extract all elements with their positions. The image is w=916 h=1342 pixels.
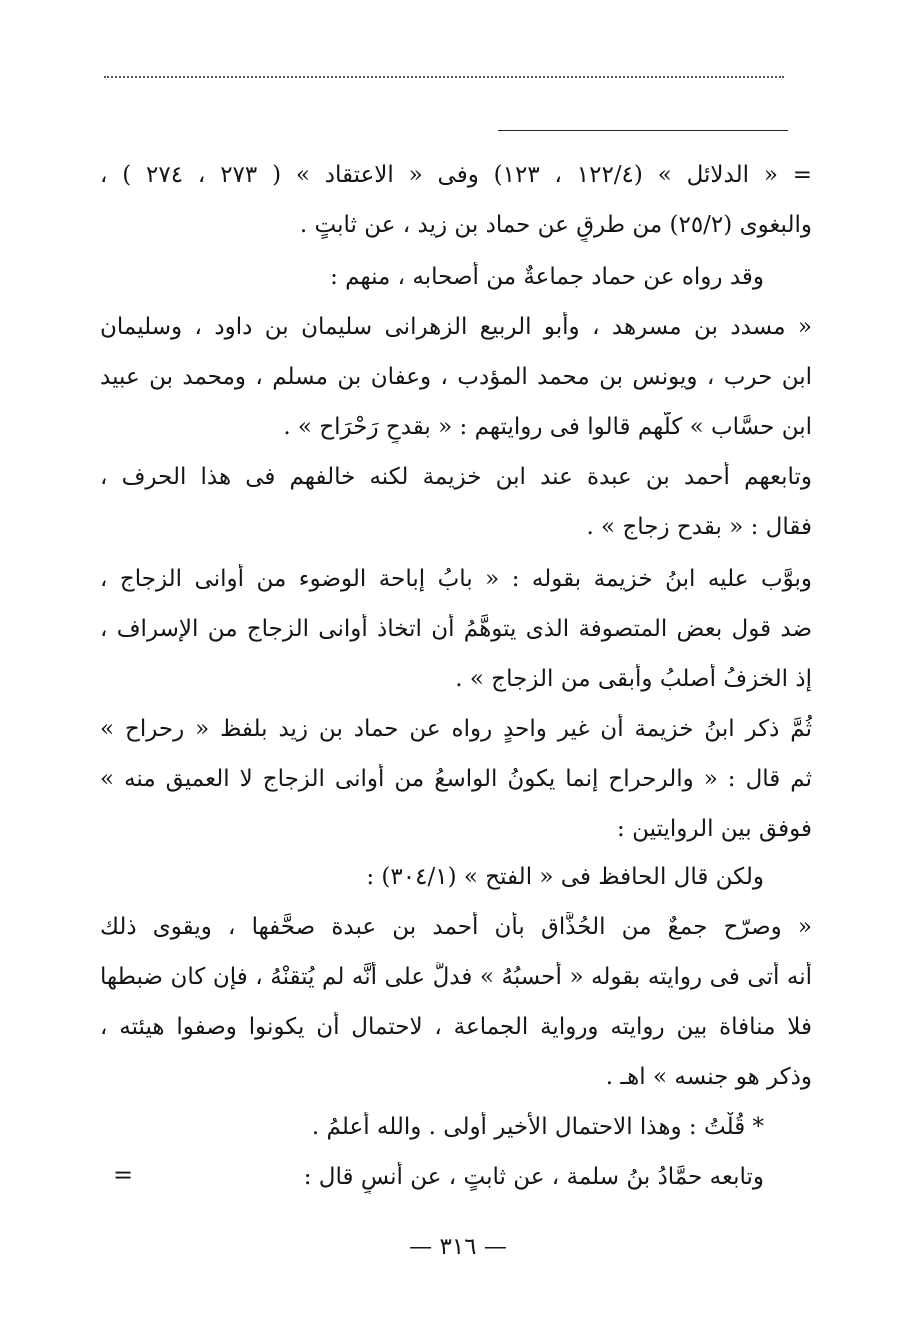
text-line-16: « وصرّح جمعٌ من الحُذَّاق بأن أحمد بن عبدة صحَّفها ، ويقوى ذلك bbox=[100, 914, 812, 940]
text-line-7: وتابعهم أحمد بن عبدة عند ابن خزيمة لكنه خالفهم فى هذا الحرف ، bbox=[100, 464, 812, 490]
text-line-19: وذكر هو جنسه » اهـ . bbox=[605, 1064, 812, 1090]
text-line-12: ثُمَّ ذكر ابنُ خزيمة أن غير واحدٍ رواه عن حماد بن زيد بلفظ « رحراح » bbox=[100, 716, 812, 742]
dotted-separator bbox=[104, 76, 784, 78]
text-line-14: فوفق بين الروايتين : bbox=[617, 816, 812, 842]
text-line-10: ضد قول بعض المتصوفة الذى يتوهَّمُ أن اتخاذ أوانى الزجاج من الإسراف ، bbox=[100, 616, 812, 642]
continuation-mark: = bbox=[112, 1161, 134, 1189]
text-line-5: ابن حرب ، ويونس بن محمد المؤدب ، وعفان بن مسلم ، ومحمد بن عبيد bbox=[100, 364, 812, 390]
text-line-17: أنه أتى فى روايته بقوله « أحسبُهُ » فدلَّ على أنَّه لم يُتقنْهُ ، فإن كان ضبطها bbox=[100, 964, 812, 990]
text-line-13: ثم قال : « والرحراح إنما يكونُ الواسعُ من أوانى الزجاج لا العميق منه » bbox=[100, 766, 812, 792]
text-line-2: والبغوى (٢٥/٢) من طرقٍ عن حماد بن زيد ، عن ثابتٍ . bbox=[299, 212, 812, 238]
text-line-15: ولكن قال الحافظ فى « الفتح » (٣٠٤/١) : bbox=[366, 864, 764, 890]
text-line-3: وقد رواه عن حماد جماعةٌ من أصحابه ، منهم : bbox=[330, 264, 764, 290]
text-line-1: = « الدلائل » (١٢٢/٤ ، ١٢٣) وفى « الاعتقاد » ( ٢٧٣ ، ٢٧٤ ) ، bbox=[100, 162, 812, 188]
text-line-6: ابن حسَّاب » كلُّهم قالوا فى روايتهم : « بقدحٍ رَحْرَاح » . bbox=[283, 414, 812, 440]
text-line-21: وتابعه حمَّادُ بنُ سلمة ، عن ثابتٍ ، عن أنسٍ قال : bbox=[303, 1164, 764, 1190]
text-line-8: فقال : « بقدح زجاج » . bbox=[586, 514, 812, 540]
footnote-separator bbox=[498, 130, 788, 131]
text-line-18: فلا منافاة بين روايته ورواية الجماعة ، لاحتمال أن يكونوا وصفوا هيئته ، bbox=[100, 1014, 812, 1040]
text-line-20: * قُلْتُ : وهذا الاحتمال الأخير أولى . والله أعلمُ . bbox=[311, 1114, 764, 1140]
page-number: — ٣١٦ — bbox=[409, 1234, 507, 1260]
text-line-11: إذ الخزفُ أصلبُ وأبقى من الزجاج » . bbox=[455, 666, 812, 692]
text-line-9: وبوَّب عليه ابنُ خزيمة بقوله : « بابُ إباحة الوضوء من أوانى الزجاج ، bbox=[100, 566, 812, 592]
text-line-4: « مسدد بن مسرهد ، وأبو الربيع الزهرانى سليمان بن داود ، وسليمان bbox=[100, 314, 812, 340]
